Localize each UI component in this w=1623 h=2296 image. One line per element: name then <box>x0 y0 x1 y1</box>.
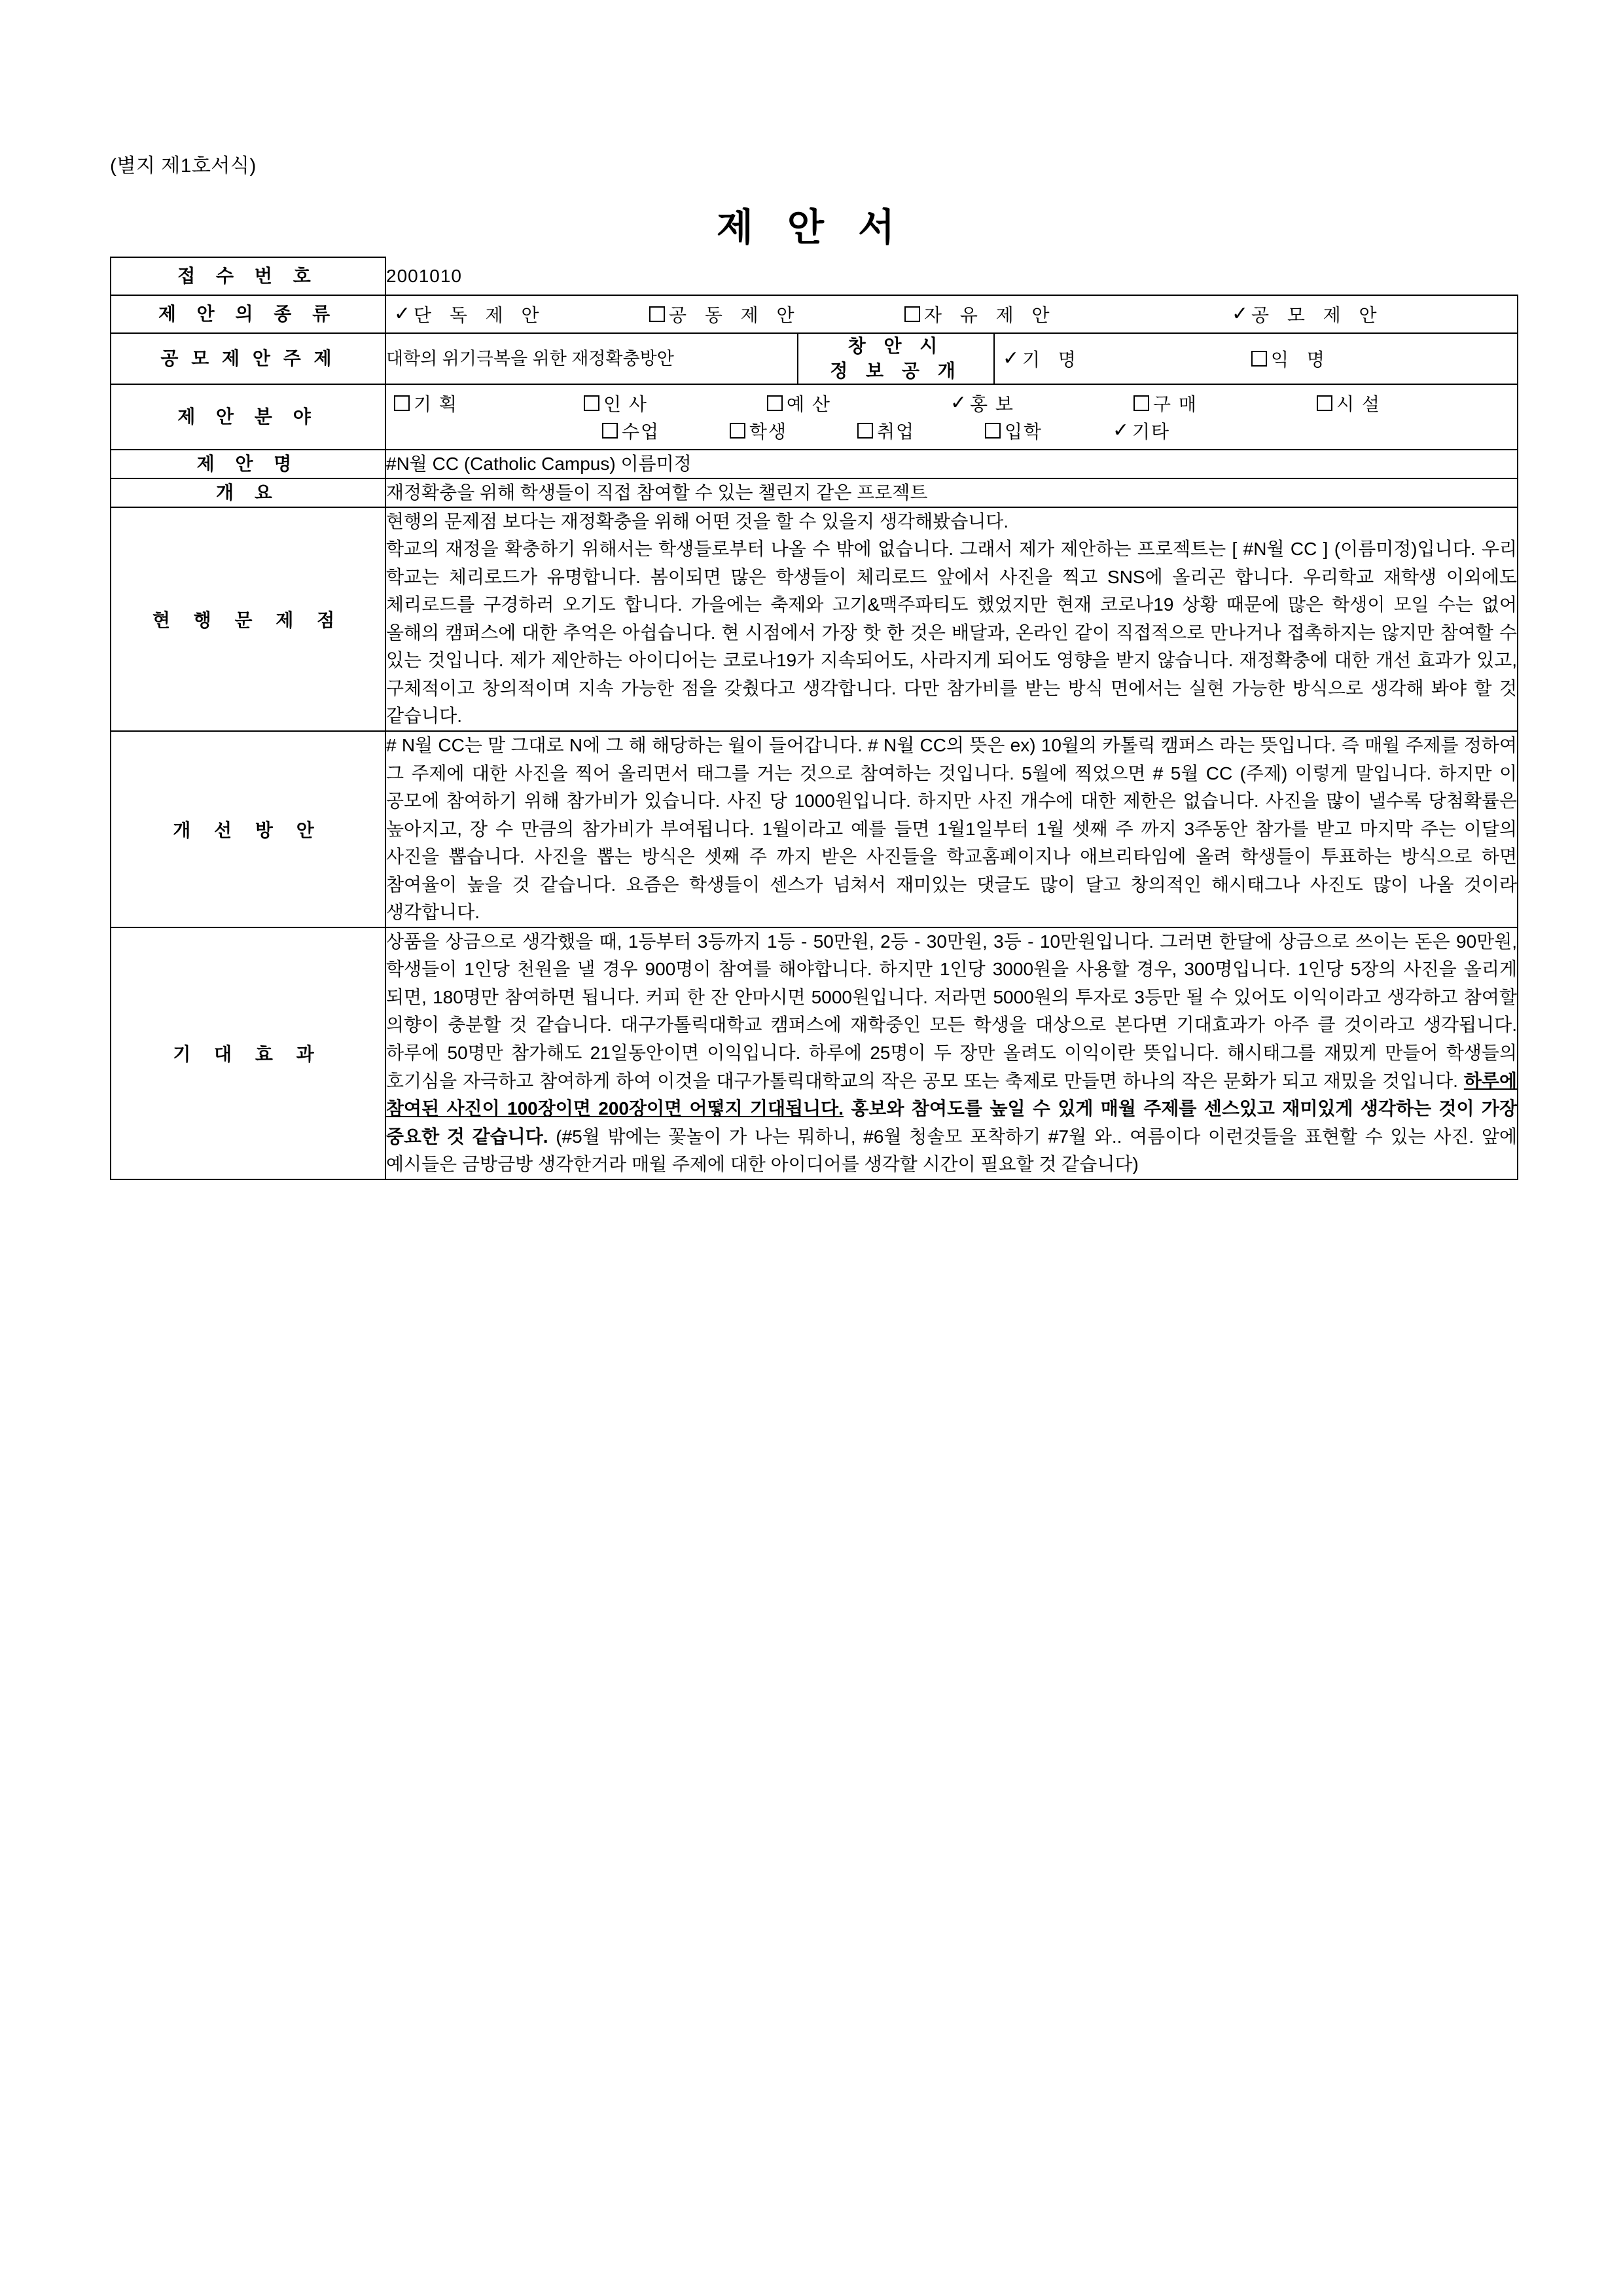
option-label: 구 매 <box>1153 393 1198 414</box>
disclosure-label <box>798 333 994 384</box>
field-option-budget[interactable] <box>767 390 950 416</box>
current-problem-row <box>111 507 1518 731</box>
paragraph <box>386 928 1517 1179</box>
field-label: 제 안 분 야 <box>111 384 385 450</box>
option-label: 익 명 <box>1271 349 1331 370</box>
check-mark-icon: ✓ <box>950 391 967 414</box>
paragraph: 현행의 문제점 보다는 재정확충을 위해 어떤 것을 할 수 있을지 생각해봤습니다. <box>386 511 1009 531</box>
page-title: 제 안 서 <box>716 206 907 249</box>
option-label: 수업 <box>622 421 660 442</box>
paragraph: # N월 CC는 말 그대로 N에 그 해 해당하는 월이 들어갑니다. # N월 CC의 뜻은 ex) 10월의 카톨릭 캠퍼스 라는 뜻입니다. 즉 매월 주제를 정하여 그 주제에 대한 사진을 찍어 올리면서 태그를 거는 것으로 참여하는 것입니다. 5월에 찍었으면 # 5월 CC (주제) 이렇게 말입니다. 하지만 이 공모에 참여하기 위해 참가비가 있습니다. 사진 당 1000원입니다. 하지만 사진 개수에 대한 제한은 없습니다. 사진을 많이 낼수록 당첨확률은 높아지고, 장 수 만큼의 참가비가 부여됩니다. 1월이라고 예를 들면 1월1일부터 1월 셋째 주 까지 3주동안 참가를 받고 마지막 주는 이달의 사진을 뽑습니다. 사진을 뽑는 방식은 셋째 주 까지 받은 사진들을 학교홈페이지나 애브리타임에 올려 학생들이 투표하는 방식으로 하면 참여율이 높을 것 같습니다. 요즘은 학생들이 센스가 넘쳐서 재미있는 댓글도 많이 달고 창의적인 해시태그나 사진도 많이 나올 것이라 생각합니다. <box>386 734 1518 923</box>
improvement-body <box>385 731 1518 927</box>
expected-effect-body <box>385 927 1518 1179</box>
receipt-value: 2001010 <box>385 257 994 295</box>
option-label: 예 산 <box>787 393 831 414</box>
field-option-employment[interactable] <box>857 418 985 444</box>
field-option-pr[interactable] <box>950 390 1133 416</box>
paragraph: 학교의 재정을 확충하기 위해서는 학생들로부터 나올 수 밖에 없습니다. 그래서 제가 제안하는 프로젝트는 [ #N월 CC ] (이름미정)입니다. 우리 학교는 체리로드가 유명합니다. 봄이되면 많은 학생들이 체리로드 앞에서 사진을 찍고 SNS에 올리곤 합니다. 우리학교 재학생 이외에도 체리로드를 구경하러 오기도 합니다. 가을에는 축제와 고기&맥주파티도 했었지만 현재 코로나19 상황 때문에 많은 학생이 모일 수는 없어 올해의 캠퍼스에 대한 추억은 아쉽습니다. 현 시점에서 가장 핫 한 것은 배달과, 온라인 같이 직접적으로 만나거나 접촉하지는 않지만 참여할 수 있는 것입니다. 제가 제안하는 아이디어는 코로나19가 지속되어도, 사라지게 되어도 영향을 받지 않습니다. 재정확충에 대한 개선 효과가 있고, 구체적이고 창의적이며 지속 가능한 점을 갖췄다고 생각합니다. 다만 참가비를 받는 방식 면에서는 실현 가능한 방식으로 생각해 봐야 할 것 같습니다. <box>386 539 1518 726</box>
proposal-type-options <box>385 295 1518 333</box>
disclosure-label-line2: 정 보 공 개 <box>830 360 962 381</box>
checkbox-icon <box>857 423 873 439</box>
check-mark-icon: ✓ <box>1003 347 1020 369</box>
option-anonymous[interactable] <box>1251 346 1331 372</box>
field-option-facility[interactable] <box>1317 390 1381 416</box>
option-label: 기 명 <box>1022 349 1082 370</box>
improvement-row <box>111 731 1518 927</box>
contest-topic-row <box>111 333 1518 384</box>
field-option-student[interactable] <box>730 418 857 444</box>
option-label: 기타 <box>1132 421 1171 442</box>
option-single-proposal[interactable] <box>394 301 649 327</box>
proposal-form-table <box>110 257 1518 1180</box>
proposal-type-label: 제 안 의 종 류 <box>111 295 385 333</box>
form-note: (별지 제1호서식) <box>110 155 257 177</box>
option-label: 인 사 <box>603 393 648 414</box>
option-label: 홍 보 <box>970 393 1014 414</box>
receipt-empty <box>994 257 1518 295</box>
option-label: 공 모 제 안 <box>1251 305 1383 325</box>
summary-label: 개 요 <box>111 478 385 507</box>
option-label: 단 독 제 안 <box>414 305 546 325</box>
field-option-purchase[interactable] <box>1133 390 1317 416</box>
field-option-planning[interactable] <box>394 390 584 416</box>
disclosure-options <box>994 333 1518 384</box>
checkbox-icon <box>985 423 1001 439</box>
contest-topic-label: 공 모 제 안 주 제 <box>111 333 385 384</box>
option-label: 공 동 제 안 <box>669 305 801 325</box>
disclosure-label-line1: 창 안 시 <box>847 336 944 356</box>
option-label: 입학 <box>1005 421 1043 442</box>
field-option-hr[interactable] <box>584 390 767 416</box>
checkbox-icon <box>602 423 618 439</box>
proposal-name-label: 제 안 명 <box>111 450 385 478</box>
summary-value: 재정확충을 위해 학생들이 직접 참여할 수 있는 챌린지 같은 프로젝트 <box>385 478 1518 507</box>
effect-text-part2: (#5월 밖에는 꽃놀이 가 나는 뭐하니, #6월 청솔모 포착하기 #7월 와.. 여름이다 이런것들을 표현할 수 있는 사진. 앞에 예시들은 금방금방 생각한거라 매월 주제에 대한 아이디어를 생각할 시간이 필요할 것 같습니다) <box>386 1126 1517 1175</box>
check-mark-icon: ✓ <box>394 303 411 325</box>
option-label: 기 획 <box>414 393 458 414</box>
option-contest-proposal[interactable] <box>1232 301 1383 327</box>
checkbox-icon <box>1317 395 1332 411</box>
improvement-label: 개 선 방 안 <box>111 731 385 927</box>
checkbox-icon <box>649 306 665 322</box>
field-options <box>385 384 1518 450</box>
option-named[interactable] <box>1003 346 1251 372</box>
checkbox-icon <box>1133 395 1149 411</box>
effect-text-bold: 홍보와 참여도를 높일 수 있게 매월 주제를 센스있고 재미있게 생각하는 것이 가장 중요한 것 같습니다. <box>386 1098 1518 1147</box>
option-label: 자 유 제 안 <box>924 305 1056 325</box>
check-mark-icon: ✓ <box>1113 419 1130 441</box>
effect-text-part1: 상품을 상금으로 생각했을 때, 1등부터 3등까지 1등 - 50만원, 2등 - 30만원, 3등 - 10만원입니다. 그러면 한달에 상금으로 쓰이는 돈은 90만원, 학생들이 1인당 천원을 낼 경우 900명이 참여를 해야합니다. 하지만 1인당 3000원을 사용할 경우, 300명입니다. 1인당 5장의 사진을 올리게 되면, 180명만 참여하면 됩니다. 커피 한 잔 안마시면 5000원입니다. 저라면 5000원의 투자로 3등만 될 수 있어도 이익이라고 생각하고 참여할 의향이 충분할 것 같습니다. 대구가톨릭대학교 캠퍼스에 재학중인 모든 학생을 대상으로 본다면 기대효과가 아주 클 것이라고 생각됩니다. 하루에 50명만 참가해도 21일동안이면 이익입니다. 하루에 25명이 두 장만 올려도 이익이란 뜻입니다. 해시태그를 재밌게 만들어 학생들의 호기심을 자극하고 참여하게 하여 이것을 대구가톨릭대학교의 작은 공모 또는 축제로 만들면 하나의 작은 문화가 되고 재밌을 것입니다. <box>386 931 1518 1091</box>
current-problem-body <box>385 507 1518 731</box>
receipt-label: 접 수 번 호 <box>111 257 385 295</box>
checkbox-icon <box>394 395 410 411</box>
checkbox-icon <box>767 395 783 411</box>
contest-topic-value: 대학의 위기극복을 위한 재정확충방안 <box>385 333 798 384</box>
option-label: 시 설 <box>1336 393 1381 414</box>
proposal-name-row <box>111 450 1518 478</box>
field-row <box>111 384 1518 450</box>
expected-effect-row <box>111 927 1518 1179</box>
checkbox-icon <box>1251 351 1267 367</box>
field-option-class[interactable] <box>602 418 730 444</box>
checkbox-icon <box>730 423 745 439</box>
checkbox-icon <box>584 395 599 411</box>
check-mark-icon: ✓ <box>1232 303 1249 325</box>
field-option-other[interactable] <box>1113 418 1170 444</box>
effect-text-underlined-bold: 하루에 참여된 사진이 100장이면 200장이면 어떻지 기대됩니다. <box>386 1070 1518 1119</box>
summary-row <box>111 478 1518 507</box>
proposal-name-value: #N월 CC (Catholic Campus) 이름미정 <box>385 450 1518 478</box>
current-problem-label: 현 행 문 제 점 <box>111 507 385 731</box>
field-option-admission[interactable] <box>985 418 1113 444</box>
option-joint-proposal[interactable] <box>649 301 904 327</box>
option-free-proposal[interactable] <box>904 301 1232 327</box>
proposal-type-row <box>111 295 1518 333</box>
option-label: 학생 <box>749 421 788 442</box>
expected-effect-label: 기 대 효 과 <box>111 927 385 1179</box>
receipt-row <box>111 257 1518 295</box>
checkbox-icon <box>904 306 920 322</box>
option-label: 취업 <box>877 421 916 442</box>
